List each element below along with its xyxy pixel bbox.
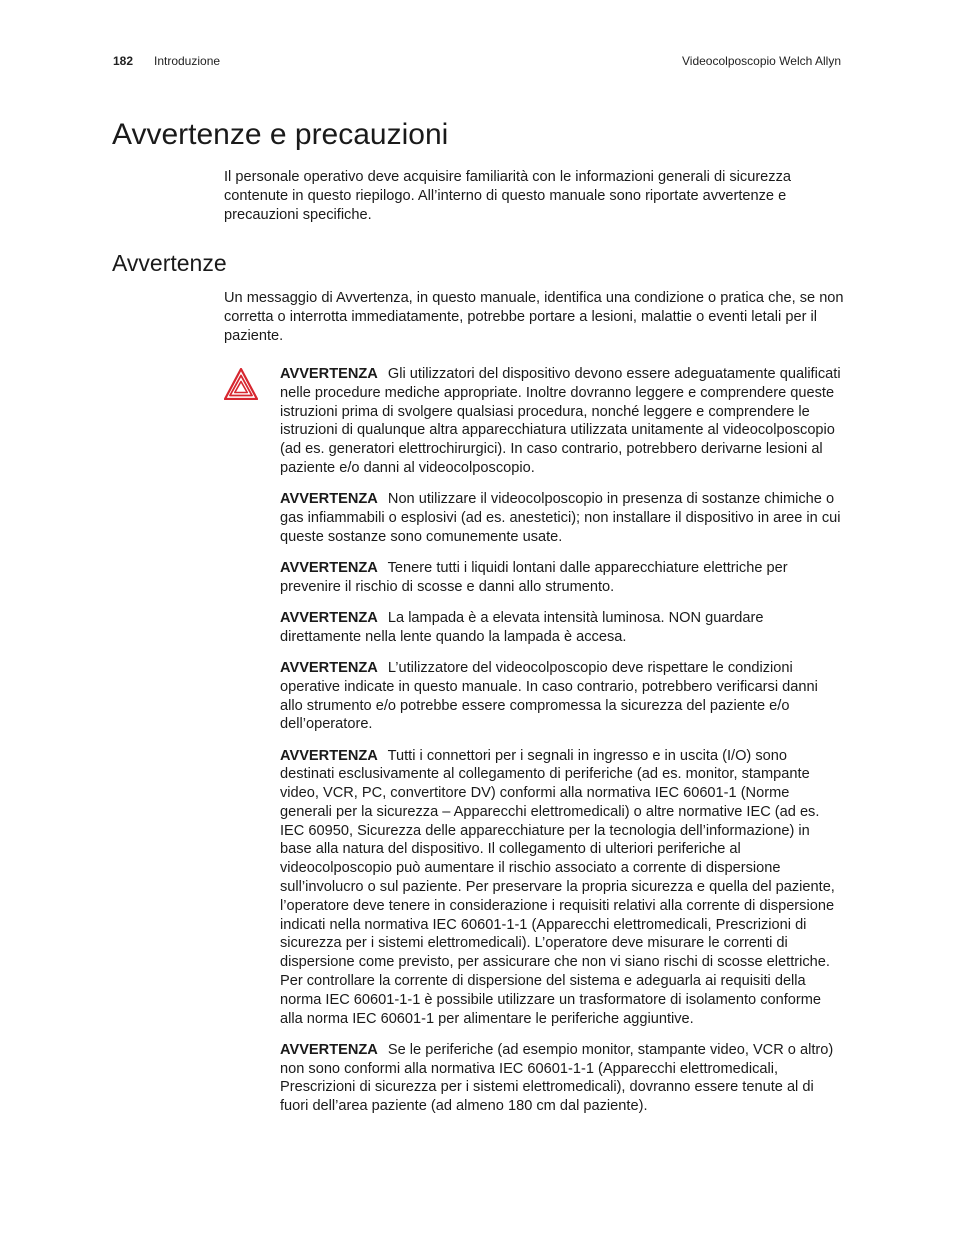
warning-text: Tutti i connettori per i segnali in ingresso e in uscita (I/O) sono destinati esclusivamente al collegamento di periferiche (ad es. monitor, stampante video, VCR, PC, convertitore DV) conformi alla normativa IEC 60601-1 (Norme generali per la sicurezza – Apparecchi elettromedicali) o altre normative IEC (ad es. IEC 60950, Sicurezza delle apparecchiature per la tecnologia dell’informazione) in base alla natura del dispositivo. Il collegamento di ulteriori periferiche al videocolposcopio può aumentare il rischio associato a corrente di dispersione sull’involucro o sul paziente. Per preservare la propria sicurezza e quella del paziente, l’operatore deve tenere in considerazione i requisiti relativi alla corrente di dispersione indicati nella normativa IEC 60601-1-1 (Apparecchi elettromedicali, Prescrizioni di sicurezza per i sistemi elettromedicali). L’operatore deve misurare le correnti di dispersione come previsto, per assicurare che non vi siano rischi di scosse elettriche. Per controllare la corrente di dispersione del sistema e adeguarla ai requisiti della norma IEC 60601-1-1 è possibile utilizzare un trasformatore di isolamento conforme alla norma IEC 60601-1 per alimentare le periferiche aggiuntive.	[280, 747, 835, 1027]
warning-label: AVVERTENZA	[280, 559, 378, 576]
section-name: Introduzione	[154, 54, 221, 68]
warning-label: AVVERTENZA	[280, 366, 378, 382]
warning-label: AVVERTENZA	[280, 609, 378, 626]
warning-text: Non utilizzare il videocolposcopio in presenza di sostanze chimiche o gas infiammabili o esplosivi (ad es. anestetici); non installare il dispositivo in aree in cui queste sostanze sono comunemente usate.	[280, 491, 841, 545]
warning-triangle-svg	[224, 368, 258, 400]
intro-paragraph: Il personale operativo deve acquisire familiarità con le informazioni generali di sicurezza contenute in questo riepilogo. All’interno di questo manuale sono riportate avvertenze e precauzioni specifiche.	[224, 169, 792, 223]
warning-paragraph	[280, 747, 844, 1029]
warning-paragraph	[280, 609, 844, 647]
section-description: Un messaggio di Avvertenza, in questo manuale, identifica una condizione o pratica che, se non corretta o interrotta immediatamente, potrebbe portare a lesioni, malattie o eventi letali per il paziente.	[224, 290, 844, 344]
warning-text: Se le periferiche (ad esempio monitor, stampante video, VCR o altro) non sono conformi alla normativa IEC 60601-1-1 (Apparecchi elettromedicali, Prescrizioni di sicurezza per i sistemi elettromedicali), dovranno essere tenute al di fuori dell’area paziente (ad almeno 180 cm dal paziente).	[280, 1041, 834, 1115]
page-number: 182	[113, 54, 134, 68]
warning-text: La lampada è a elevata intensità luminosa. NON guardare direttamente nella lente quando la lampada è accesa.	[280, 609, 764, 645]
warning-text: Tenere tutti i liquidi lontani dalle apparecchiature elettriche per prevenire il rischio di scosse e danni allo strumento.	[280, 559, 788, 595]
document-title: Videocolposcopio Welch Allyn	[682, 54, 841, 68]
page-header	[113, 53, 841, 69]
warning-paragraph	[280, 1041, 844, 1116]
warning-paragraph	[280, 490, 844, 546]
warnings-list	[280, 365, 844, 1128]
warning-text: L’utilizzatore del videocolposcopio deve rispettare le condizioni operative indicate in questo manuale. In caso contrario, potrebbero verificarsi danni allo strumento e/o potrebbe essere compromessa la sicurezza del paziente e/o dell’operatore.	[280, 659, 818, 733]
warning-label: AVVERTENZA	[280, 747, 378, 764]
warning-label: AVVERTENZA	[280, 491, 378, 508]
warning-paragraph	[280, 365, 844, 478]
warning-paragraph	[280, 659, 844, 734]
page-title: Avvertenze e precauzioni	[112, 118, 449, 151]
warning-paragraph	[280, 559, 844, 597]
warning-label: AVVERTENZA	[280, 1041, 378, 1058]
section-title-avvertenze: Avvertenze	[112, 250, 227, 276]
warning-label: AVVERTENZA	[280, 659, 378, 676]
warning-triangle-icon	[224, 368, 258, 400]
warning-text: Gli utilizzatori del dispositivo devono essere adeguatamente qualificati nelle procedure mediche appropriate. Inoltre dovranno leggere e comprendere queste istruzioni prima di svolgere qualsiasi procedura, nonché leggere e comprendere le istruzioni di qualunque altra apparecchiatura utilizzata unitamente al videocolposcopio (ad es. generatori elettrochirurgici). In caso contrario, potrebbero derivarne lesioni al paziente e/o danni al videocolposcopio.	[280, 366, 841, 476]
